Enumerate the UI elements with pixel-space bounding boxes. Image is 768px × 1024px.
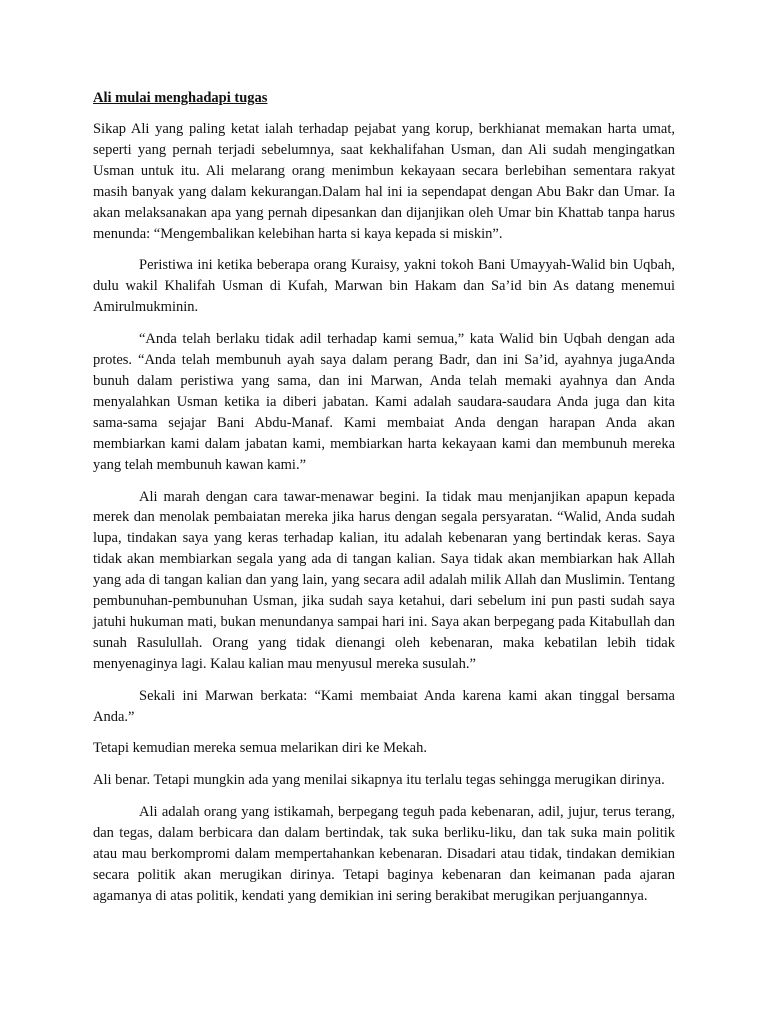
paragraph-7: Ali benar. Tetapi mungkin ada yang menilai sikapnya itu terlalu tegas sehingga merugikan dirinya. [93,772,665,789]
paragraph-1: Sikap Ali yang paling ketat ialah terhadap pejabat yang korup, berkhianat memakan harta umat, seperti yang pernah terjadi sebelumnya, saat kekhalifahan Usman, dan Ali sudah mengingatkan Usman untuk itu. Ali melarang orang menimbun kekayaan secara berlebihan sementara rakyat masih banyak yang dalam kekurangan.Dalam hal ini ia sependapat dengan Abu Bakr dan Umar. Ia akan melaksanakan apa yang pernah dipesankan dan dijanjikan oleh Umar bin Khattab tanpa harus menunda: “Mengembalikan kelebihan harta si kaya kepada si miskin”. [93,121,675,242]
document-page [93,88,675,918]
document-heading: Ali mulai menghadapi tugas [93,90,268,106]
paragraph-6: Tetapi kemudian mereka semua melarikan diri ke Mekah. [93,740,427,757]
paragraph-5: Sekali ini Marwan berkata: “Kami membaiat Anda karena kami akan tinggal bersama Anda.” [93,687,675,725]
paragraph-4: Ali marah dengan cara tawar-menawar begini. Ia tidak mau menjanjikan apapun kepada merek dan menolak pembaiatan mereka jika harus dengan segala persyaratan. “Walid, Anda sudah lupa, tindakan saya yang keras terhadap kalian, itu adalah kebenaran yang bertindak keras. Saya tidak akan membiarkan segala yang ada di tangan kalian. Saya tidak akan membiarkan hak Allah yang ada di tangan kalian dan yang lain, yang secara adil adalah milik Allah dan Muslimin. Tentang pembunuhan-pembunuhan Usman, jika sudah saya ketahui, dari sebelum ini pun pasti sudah saya jatuhi hukuman mati, bukan menundanya sampai hari ini. Saya akan berpegang pada Kitabullah dan sunah Rasulullah. Orang yang tidak dienangi oleh kebenaran, maka kebatilan lebih tidak menyenaginya lagi. Kalau kalian mau menyusul mereka susulah.” [93,488,675,672]
paragraph-2: Peristiwa ini ketika beberapa orang Kuraisy, yakni tokoh Bani Umayyah-Walid bin Uqbah, dulu wakil Khalifah Usman di Kufah, Marwan bin Hakam dan Sa’id bin As datang menemui Amirulmukminin. [93,257,675,316]
paragraph-3: “Anda telah berlaku tidak adil terhadap kami semua,” kata Walid bin Uqbah dengan ada protes. “Anda telah membunuh ayah saya dalam perang Badr, dan ini Sa’id, ayahnya jugaAnda bunuh dalam peristiwa yang sama, dan ini Marwan, Anda telah memaki ayahnya dan Anda menyalahkan Usman ketika ia diberi jabatan. Kami adalah saudara-saudara Anda juga dan kita sama-sama sejajar Bani Abdu-Manaf. Kami membaiat Anda dengan harapan Anda akan membiarkan kami dalam jabatan kami, membiarkan harta kekayaan kami dan membunuh mereka yang telah membunuh kawan kami.” [93,331,675,473]
paragraph-8: Ali adalah orang yang istikamah, berpegang teguh pada kebenaran, adil, jujur, terus terang, dan tegas, dalam berbicara dan dalam bertindak, tak suka berliku-liku, dan tak suka main politik atau mau berkompromi dalam mempertahankan kebenaran. Disadari atau tidak, tindakan demikian secara politik akan merugikan dirinya. Tetapi baginya kebenaran dan keimanan pada ajaran agamanya di atas politik, kendati yang demikian ini sering berakibat merugikan perjuangannya. [93,804,675,904]
